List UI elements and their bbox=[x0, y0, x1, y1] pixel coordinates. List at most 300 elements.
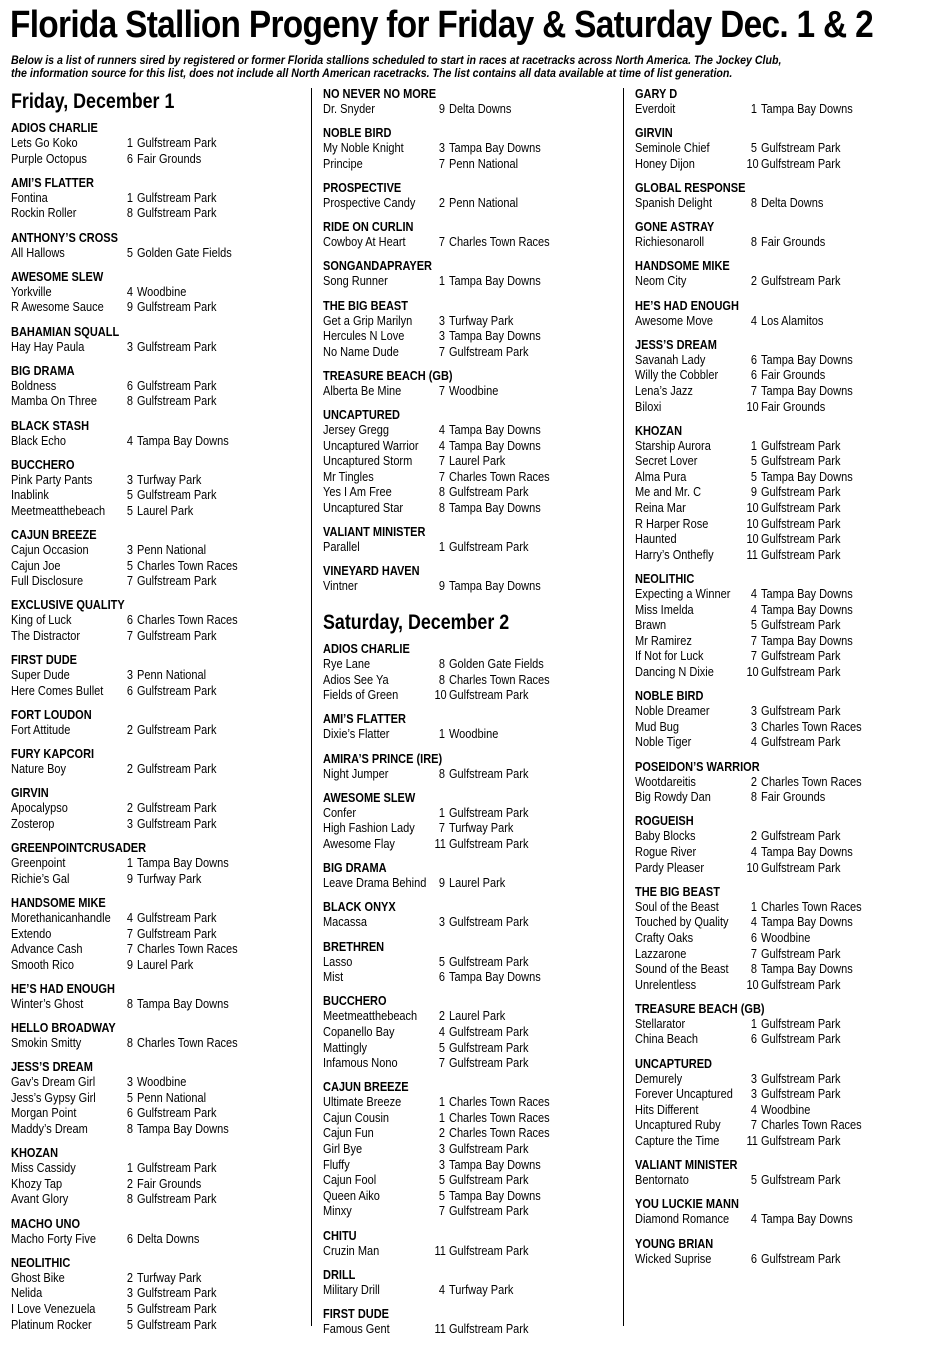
post-position: 5 bbox=[750, 454, 757, 469]
post-position: 3 bbox=[126, 543, 133, 558]
stallion-block bbox=[11, 840, 311, 887]
racetrack: Fair Grounds bbox=[761, 790, 826, 805]
runner-row bbox=[323, 876, 623, 892]
post-position: 4 bbox=[750, 602, 757, 617]
horse-name: Sound of the Beast bbox=[635, 962, 729, 977]
runner-row bbox=[11, 300, 311, 316]
stallion-name: BAHAMIAN SQUALL bbox=[11, 324, 120, 339]
horse-name: Lena’s Jazz bbox=[635, 383, 693, 398]
racetrack: Charles Town Races bbox=[449, 469, 550, 484]
runner-row bbox=[11, 504, 311, 520]
horse-name: Song Runner bbox=[323, 274, 388, 289]
post-position: 2 bbox=[438, 1009, 445, 1024]
horse-name: No Name Dude bbox=[323, 344, 399, 359]
racetrack: Tampa Bay Downs bbox=[761, 602, 853, 617]
runner-row bbox=[11, 543, 311, 559]
racetrack: Charles Town Races bbox=[761, 719, 862, 734]
horse-name: Mamba On Three bbox=[11, 394, 98, 409]
racetrack: Tampa Bay Downs bbox=[449, 1188, 541, 1203]
racetrack: Gulfstream Park bbox=[449, 954, 529, 969]
runner-row bbox=[323, 955, 623, 971]
post-position: 7 bbox=[438, 469, 445, 484]
stallion-name: NOBLE BIRD bbox=[323, 126, 392, 141]
horse-name: R Awesome Sauce bbox=[11, 300, 104, 315]
runner-row bbox=[11, 668, 311, 684]
stallion-block bbox=[323, 790, 623, 853]
stallion-block bbox=[11, 527, 311, 590]
post-position: 5 bbox=[126, 1317, 133, 1332]
racetrack: Charles Town Races bbox=[449, 672, 550, 687]
post-position: 2 bbox=[126, 1176, 133, 1191]
racetrack: Charles Town Races bbox=[761, 774, 862, 789]
stallion-block bbox=[635, 1056, 934, 1150]
stallion-name: BRETHREN bbox=[323, 939, 385, 954]
racetrack: Gulfstream Park bbox=[137, 910, 217, 925]
post-position: 5 bbox=[750, 618, 757, 633]
stallion-block bbox=[11, 1059, 311, 1137]
post-position: 11 bbox=[434, 1322, 446, 1336]
post-position: 5 bbox=[126, 1090, 133, 1105]
runner-row bbox=[635, 1087, 934, 1103]
stallion-name: HE’S HAD ENOUGH bbox=[635, 298, 739, 313]
runner-row bbox=[635, 454, 934, 470]
runner-row bbox=[635, 485, 934, 501]
post-position: 1 bbox=[438, 805, 445, 820]
horse-name: Big Rowdy Dan bbox=[635, 790, 711, 805]
runner-row bbox=[323, 1009, 623, 1025]
racetrack: Gulfstream Park bbox=[137, 629, 217, 644]
stallion-block bbox=[635, 86, 934, 118]
post-position: 3 bbox=[438, 141, 445, 156]
runner-row bbox=[635, 1134, 934, 1150]
stallion-block bbox=[11, 707, 311, 739]
runner-row bbox=[635, 1017, 934, 1033]
racetrack: Fair Grounds bbox=[761, 368, 826, 383]
stallion-name: HANDSOME MIKE bbox=[635, 259, 730, 274]
racetrack: Charles Town Races bbox=[761, 1118, 862, 1133]
runner-row bbox=[635, 353, 934, 369]
racetrack: Gulfstream Park bbox=[761, 1087, 841, 1102]
post-position: 10 bbox=[746, 156, 759, 171]
post-position: 11 bbox=[434, 836, 446, 851]
post-position: 3 bbox=[438, 1157, 445, 1172]
post-position: 10 bbox=[746, 977, 759, 992]
post-position: 7 bbox=[438, 1204, 445, 1219]
intro-line: the information source for this list, does not include all North American racetracks. The list contains all data available at time of list generation. bbox=[11, 66, 733, 80]
horse-name: Leave Drama Behind bbox=[323, 876, 427, 891]
horse-name: Yorkville bbox=[11, 284, 52, 299]
racetrack: Tampa Bay Downs bbox=[449, 141, 541, 156]
horse-name: Lazzarone bbox=[635, 946, 687, 961]
horse-name: Prospective Candy bbox=[323, 195, 416, 210]
runner-row bbox=[323, 1283, 623, 1299]
racetrack: Tampa Bay Downs bbox=[761, 844, 853, 859]
stallion-name: ANTHONY’S CROSS bbox=[11, 230, 118, 245]
racetrack: Tampa Bay Downs bbox=[761, 1212, 853, 1227]
racetrack: Gulfstream Park bbox=[761, 946, 841, 961]
horse-name: Lets Go Koko bbox=[11, 136, 78, 150]
post-position: 3 bbox=[438, 915, 445, 930]
post-position: 8 bbox=[126, 1036, 133, 1051]
runner-row bbox=[635, 1032, 934, 1048]
post-position: 1 bbox=[438, 274, 445, 289]
post-position: 8 bbox=[126, 1122, 133, 1137]
runner-row bbox=[635, 1173, 934, 1189]
stallion-name: GARY D bbox=[635, 87, 678, 101]
runner-row bbox=[635, 1118, 934, 1134]
stallion-block bbox=[11, 324, 311, 356]
stallion-block bbox=[635, 759, 934, 806]
horse-name: Hercules N Love bbox=[323, 329, 405, 344]
horse-name: R Harper Rose bbox=[635, 516, 709, 531]
post-position: 9 bbox=[438, 102, 445, 116]
horse-name: Willy the Cobbler bbox=[635, 368, 719, 383]
post-position: 7 bbox=[750, 383, 757, 398]
stallion-block bbox=[323, 751, 623, 783]
stallion-block bbox=[323, 939, 623, 986]
racetrack: Tampa Bay Downs bbox=[449, 501, 541, 516]
horse-name: Zosterop bbox=[11, 816, 55, 831]
column-divider bbox=[311, 88, 312, 1326]
stallion-block bbox=[323, 1079, 623, 1220]
runner-row bbox=[11, 1232, 311, 1248]
horse-name: Soul of the Beast bbox=[635, 899, 719, 914]
horse-name: Miss Cassidy bbox=[11, 1161, 76, 1176]
horse-name: Principe bbox=[323, 156, 363, 171]
runner-row bbox=[11, 762, 311, 778]
post-position: 5 bbox=[750, 1173, 757, 1188]
runner-row bbox=[635, 1103, 934, 1119]
post-position: 10 bbox=[434, 688, 447, 703]
horse-name: Jess’s Gypsy Girl bbox=[11, 1090, 96, 1105]
racetrack: Turfway Park bbox=[137, 871, 202, 886]
stallion-name: FURY KAPCORI bbox=[11, 747, 95, 762]
stallion-block bbox=[11, 269, 311, 316]
stallion-block bbox=[635, 813, 934, 876]
post-position: 2 bbox=[750, 829, 757, 844]
runner-row bbox=[635, 978, 934, 994]
racetrack: Gulfstream Park bbox=[761, 141, 841, 156]
post-position: 5 bbox=[438, 1173, 445, 1188]
horse-name: Hay Hay Paula bbox=[11, 339, 85, 354]
runner-row bbox=[323, 157, 623, 173]
runner-row bbox=[323, 196, 623, 212]
stallion-block bbox=[635, 1001, 934, 1048]
racetrack: Tampa Bay Downs bbox=[449, 438, 541, 453]
runner-row bbox=[323, 439, 623, 455]
horse-name: Minxy bbox=[323, 1204, 352, 1219]
post-position: 7 bbox=[750, 649, 757, 664]
racetrack: Charles Town Races bbox=[761, 899, 862, 914]
racetrack: Gulfstream Park bbox=[137, 136, 217, 150]
stallion-block bbox=[11, 981, 311, 1013]
horse-name: Girl Bye bbox=[323, 1142, 363, 1157]
runner-row bbox=[323, 915, 623, 931]
post-position: 3 bbox=[438, 329, 445, 344]
horse-name: Hits Different bbox=[635, 1102, 699, 1117]
stallion-name: PROSPECTIVE bbox=[323, 180, 402, 195]
racetrack: Turfway Park bbox=[449, 1282, 514, 1297]
post-position: 6 bbox=[750, 930, 757, 945]
racetrack: Gulfstream Park bbox=[449, 688, 529, 703]
post-position: 10 bbox=[746, 516, 759, 531]
racetrack: Gulfstream Park bbox=[137, 801, 217, 816]
racetrack: Penn National bbox=[137, 1090, 207, 1105]
runner-row bbox=[635, 314, 934, 330]
post-position: 7 bbox=[438, 1056, 445, 1071]
runner-row bbox=[11, 473, 311, 489]
stallion-name: SONGANDAPRAYER bbox=[323, 259, 433, 274]
stallion-name: AWESOME SLEW bbox=[323, 790, 416, 805]
horse-name: Secret Lover bbox=[635, 454, 698, 469]
horse-name: Smooth Rico bbox=[11, 957, 74, 972]
horse-name: Everdoit bbox=[635, 102, 676, 116]
post-position: 1 bbox=[750, 899, 757, 914]
racetrack: Delta Downs bbox=[761, 195, 824, 210]
racetrack: Tampa Bay Downs bbox=[761, 469, 853, 484]
stallion-name: AWESOME SLEW bbox=[11, 269, 104, 284]
horse-name: Parallel bbox=[323, 540, 360, 555]
stallion-name: GONE ASTRAY bbox=[635, 220, 715, 235]
racetrack: Gulfstream Park bbox=[449, 1173, 529, 1188]
runner-row bbox=[11, 152, 311, 168]
horse-name: Capture the Time bbox=[635, 1134, 720, 1149]
stallion-name: BLACK ONYX bbox=[323, 900, 396, 915]
runner-row bbox=[323, 1244, 623, 1260]
runner-row bbox=[323, 1025, 623, 1041]
runner-row bbox=[11, 723, 311, 739]
horse-name: Advance Cash bbox=[11, 942, 83, 957]
runner-row bbox=[635, 532, 934, 548]
horse-name: Full Disclosure bbox=[11, 574, 84, 589]
runner-row bbox=[635, 829, 934, 845]
runner-row bbox=[635, 915, 934, 931]
post-position: 3 bbox=[750, 1071, 757, 1086]
racetrack: Gulfstream Park bbox=[761, 1134, 841, 1149]
racetrack: Penn National bbox=[137, 543, 207, 558]
post-position: 6 bbox=[750, 368, 757, 383]
runner-row bbox=[635, 400, 934, 416]
stallion-name: AMIRA’S PRINCE (IRE) bbox=[323, 751, 443, 766]
runner-row bbox=[323, 837, 623, 853]
racetrack: Charles Town Races bbox=[449, 235, 550, 250]
stallion-name: ROGUEISH bbox=[635, 814, 694, 829]
horse-name: Greenpoint bbox=[11, 856, 66, 871]
horse-name: Macassa bbox=[323, 915, 368, 930]
racetrack: Penn National bbox=[449, 195, 519, 210]
runner-row bbox=[11, 1036, 311, 1052]
post-position: 4 bbox=[126, 433, 133, 448]
post-position: 5 bbox=[126, 503, 133, 518]
racetrack: Gulfstream Park bbox=[761, 516, 841, 531]
runner-row bbox=[11, 206, 311, 222]
stallion-block bbox=[635, 688, 934, 751]
runner-row bbox=[11, 856, 311, 872]
runner-row bbox=[635, 720, 934, 736]
runner-row bbox=[11, 434, 311, 450]
horse-name: Honey Dijon bbox=[635, 156, 695, 171]
runner-row bbox=[635, 548, 934, 564]
stallion-name: POSEIDON’S WARRIOR bbox=[635, 759, 760, 774]
post-position: 4 bbox=[750, 1102, 757, 1117]
post-position: 3 bbox=[126, 816, 133, 831]
racetrack: Gulfstream Park bbox=[761, 1251, 841, 1266]
runner-row bbox=[635, 102, 934, 118]
stallion-name: ADIOS CHARLIE bbox=[11, 121, 98, 135]
stallion-name: FIRST DUDE bbox=[323, 1307, 389, 1321]
racetrack: Tampa Bay Downs bbox=[137, 856, 229, 871]
post-position: 2 bbox=[750, 774, 757, 789]
horse-name: Fontina bbox=[11, 190, 48, 205]
stallion-block bbox=[635, 298, 934, 330]
post-position: 7 bbox=[126, 942, 133, 957]
post-position: 9 bbox=[126, 957, 133, 972]
racetrack: Tampa Bay Downs bbox=[449, 329, 541, 344]
post-position: 9 bbox=[750, 485, 757, 500]
horse-name: Yes I Am Free bbox=[323, 485, 392, 500]
runner-row bbox=[635, 384, 934, 400]
post-position: 6 bbox=[126, 683, 133, 698]
runner-row bbox=[635, 962, 934, 978]
horse-name: Cruzin Man bbox=[323, 1243, 380, 1258]
runner-row bbox=[323, 727, 623, 743]
post-position: 8 bbox=[126, 996, 133, 1011]
post-position: 5 bbox=[126, 245, 133, 260]
racetrack: Gulfstream Park bbox=[137, 1302, 217, 1316]
horse-name: Pink Party Pants bbox=[11, 472, 93, 487]
racetrack: Gulfstream Park bbox=[761, 454, 841, 469]
horse-name: Forever Uncaptured bbox=[635, 1087, 733, 1102]
runner-row bbox=[11, 613, 311, 629]
stallion-name: BUCCHERO bbox=[11, 457, 75, 472]
post-position: 1 bbox=[126, 190, 133, 205]
horse-name: Richiesonaroll bbox=[635, 235, 705, 250]
racetrack: Gulfstream Park bbox=[449, 1040, 529, 1055]
runner-row bbox=[11, 246, 311, 262]
post-position: 8 bbox=[750, 235, 757, 250]
post-position: 1 bbox=[126, 136, 133, 150]
post-position: 2 bbox=[126, 723, 133, 737]
post-position: 7 bbox=[750, 1118, 757, 1133]
racetrack: Woodbine bbox=[761, 930, 811, 945]
runner-row bbox=[11, 942, 311, 958]
stallion-block bbox=[323, 641, 623, 704]
racetrack: Charles Town Races bbox=[449, 1095, 550, 1110]
racetrack: Laurel Park bbox=[449, 876, 506, 891]
runner-row bbox=[635, 861, 934, 877]
horse-name: Super Dude bbox=[11, 668, 70, 683]
runner-row bbox=[11, 872, 311, 888]
racetrack: Gulfstream Park bbox=[449, 1204, 529, 1219]
stallion-name: BLACK STASH bbox=[11, 418, 90, 433]
runner-row bbox=[323, 314, 623, 330]
runner-row bbox=[635, 274, 934, 290]
runner-row bbox=[323, 274, 623, 290]
horse-name: Queen Aiko bbox=[323, 1188, 380, 1203]
horse-name: Here Comes Bullet bbox=[11, 683, 104, 698]
stallion-name: BUCCHERO bbox=[323, 994, 387, 1009]
horse-name: If Not for Luck bbox=[635, 649, 704, 664]
racetrack: Tampa Bay Downs bbox=[761, 352, 853, 367]
post-position: 6 bbox=[126, 613, 133, 628]
runner-row bbox=[323, 1041, 623, 1057]
horse-name: Noble Dreamer bbox=[635, 704, 710, 719]
stallion-block bbox=[11, 652, 311, 699]
post-position: 4 bbox=[438, 423, 445, 438]
racetrack: Penn National bbox=[137, 668, 207, 683]
stallion-block bbox=[323, 563, 623, 595]
stallion-block bbox=[635, 571, 934, 681]
post-position: 3 bbox=[438, 313, 445, 328]
runner-row bbox=[11, 911, 311, 927]
racetrack: Golden Gate Fields bbox=[137, 245, 232, 260]
racetrack: Gulfstream Park bbox=[137, 378, 217, 393]
horse-name: Mr Tingles bbox=[323, 469, 374, 484]
runner-row bbox=[11, 1091, 311, 1107]
post-position: 4 bbox=[750, 1212, 757, 1227]
horse-name: Ghost Bike bbox=[11, 1270, 65, 1285]
racetrack: Gulfstream Park bbox=[137, 723, 217, 737]
horse-name: Touched by Quality bbox=[635, 915, 729, 930]
horse-name: Macho Forty Five bbox=[11, 1231, 96, 1246]
runner-row bbox=[11, 136, 311, 152]
intro-text bbox=[11, 54, 923, 80]
racetrack: Los Alamitos bbox=[761, 313, 824, 328]
runner-row bbox=[323, 657, 623, 673]
horse-name: Awesome Flay bbox=[323, 836, 395, 851]
stallion-name: VALIANT MINISTER bbox=[323, 525, 426, 540]
post-position: 4 bbox=[126, 910, 133, 925]
horse-name: Morethanicanhandle bbox=[11, 910, 111, 925]
stallion-block bbox=[323, 1267, 623, 1299]
stallion-name: TREASURE BEACH (GB) bbox=[323, 368, 453, 383]
runner-row bbox=[323, 540, 623, 556]
runner-row bbox=[635, 1252, 934, 1268]
runner-row bbox=[11, 559, 311, 575]
horse-name: Avant Glory bbox=[11, 1192, 69, 1207]
stallion-block bbox=[11, 1216, 311, 1248]
stallion-name: CHITU bbox=[323, 1228, 357, 1243]
horse-name: Wootdareitis bbox=[635, 774, 696, 789]
racetrack: Tampa Bay Downs bbox=[449, 274, 541, 289]
horse-name: The Distractor bbox=[11, 629, 81, 644]
runner-row bbox=[635, 517, 934, 533]
horse-name: Boldness bbox=[11, 378, 57, 393]
horse-name: King of Luck bbox=[11, 613, 72, 628]
horse-name: Cajun Cousin bbox=[323, 1110, 390, 1125]
stallion-block bbox=[11, 418, 311, 450]
racetrack: Delta Downs bbox=[137, 1231, 200, 1246]
post-position: 5 bbox=[126, 1302, 133, 1316]
runner-row bbox=[635, 704, 934, 720]
runner-row bbox=[11, 629, 311, 645]
post-position: 6 bbox=[750, 352, 757, 367]
horse-name: Apocalypso bbox=[11, 801, 68, 816]
racetrack: Woodbine bbox=[137, 284, 187, 299]
post-position: 9 bbox=[438, 876, 445, 891]
horse-name: All Hallows bbox=[11, 245, 65, 260]
runner-row bbox=[11, 1271, 311, 1287]
post-position: 8 bbox=[438, 672, 445, 687]
runner-row bbox=[635, 649, 934, 665]
runner-row bbox=[323, 1126, 623, 1142]
horse-name: Wicked Suprise bbox=[635, 1251, 712, 1266]
runner-row bbox=[323, 454, 623, 470]
runner-row bbox=[11, 997, 311, 1013]
horse-name: Lasso bbox=[323, 954, 353, 969]
racetrack: Gulfstream Park bbox=[761, 1071, 841, 1086]
stallion-name: GIRVIN bbox=[635, 126, 673, 141]
